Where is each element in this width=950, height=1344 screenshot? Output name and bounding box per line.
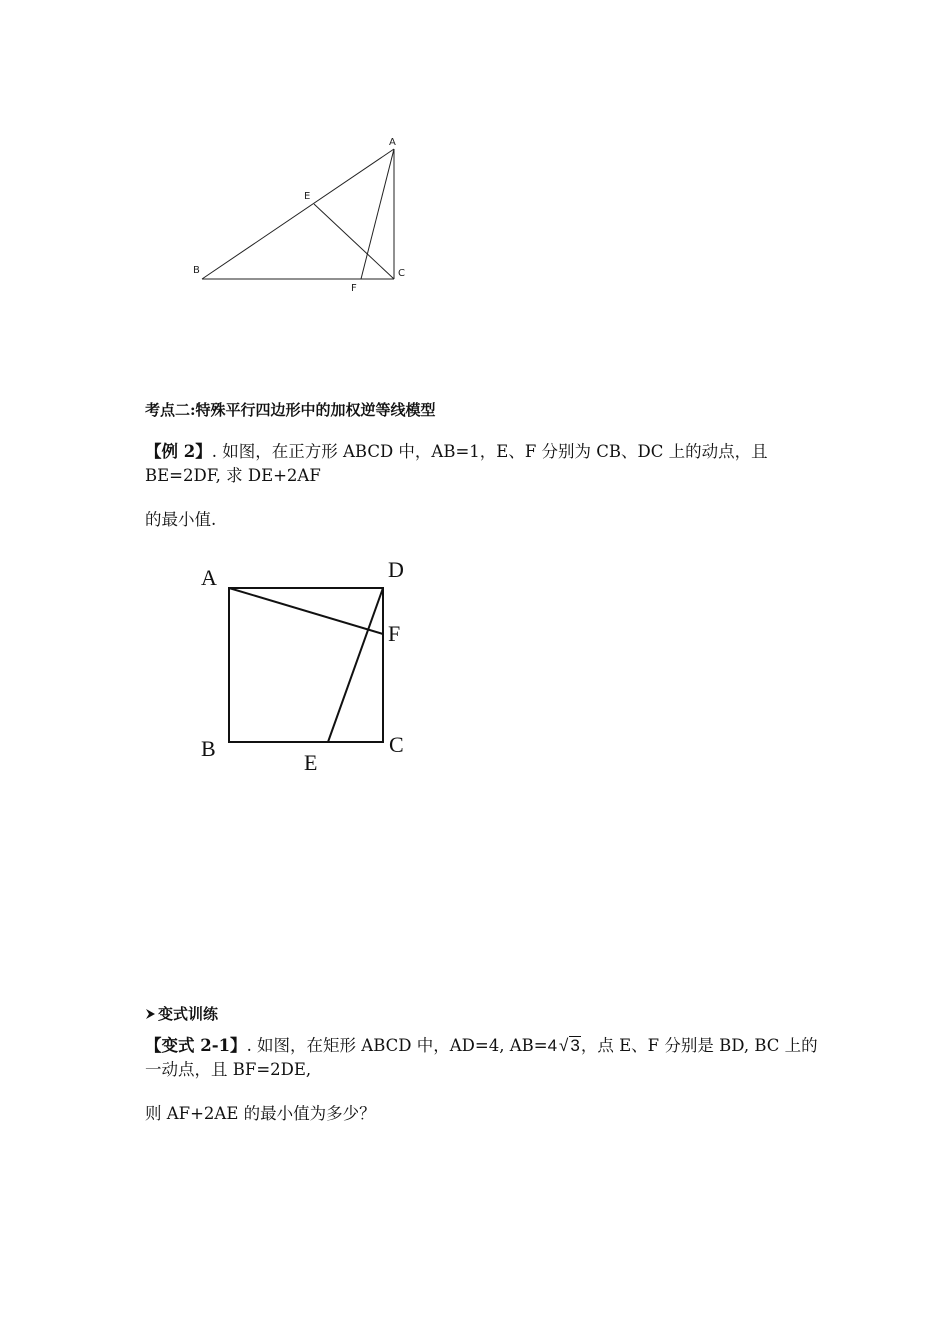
triangle-diagram — [180, 128, 420, 298]
variant-line-2: 一动点，且 BF=2DE, — [145, 1060, 312, 1079]
variant-text-1a: . 如图，在矩形 ABCD 中，AD=4, AB= — [246, 1036, 548, 1055]
segment-BA — [202, 149, 394, 279]
triangle-figure — [180, 128, 420, 298]
variant-line-3: 则 AF+2AE 的最小值为多少？ — [145, 1104, 376, 1123]
segment-AF — [229, 588, 383, 634]
point-label-a: A — [389, 137, 396, 148]
arrow-bullet-icon — [145, 1008, 156, 1020]
variant-heading — [145, 1002, 218, 1026]
example-2-line-3: 的最小值. — [145, 510, 217, 529]
example-2-line-1 — [145, 440, 768, 464]
point-label-f: F — [351, 283, 357, 294]
sqrt-expression — [548, 1036, 581, 1055]
point-label-a: A — [201, 565, 217, 590]
variant-line-1 — [145, 1034, 818, 1058]
point-label-b: B — [201, 736, 216, 761]
example-2-tag: 【例 2】 — [145, 442, 212, 461]
variant-heading-text: 变式训练 — [158, 1005, 219, 1023]
square-diagram — [188, 552, 428, 782]
example-2-line-2: BE=2DF, 求 DE+2AF — [145, 466, 321, 485]
point-label-d: D — [388, 557, 404, 582]
sqrt-radicand: 3 — [570, 1036, 580, 1055]
sqrt-coefficient: 4 — [547, 1036, 558, 1055]
point-label-e: E — [304, 750, 318, 775]
square-figure — [188, 552, 428, 782]
point-label-e: E — [304, 191, 311, 202]
point-label-b: B — [193, 265, 200, 276]
segment-EC — [314, 204, 394, 279]
variant-tag: 【变式 2-1】 — [145, 1036, 247, 1055]
sqrt-sign: √ — [559, 1036, 569, 1055]
variant-text-1b: ，点 E、F 分别是 BD, BC 上的 — [580, 1036, 818, 1055]
section-heading: 考点二:特殊平行四边形中的加权逆等线模型 — [145, 401, 436, 419]
point-label-f: F — [388, 621, 401, 646]
segment-DE — [328, 588, 383, 742]
example-2-text-1: . 如图，在正方形 ABCD 中，AB=1，E、F 分别为 CB、DC 上的动点，且 — [211, 442, 768, 461]
point-label-c: C — [389, 732, 404, 757]
point-label-c: C — [398, 268, 405, 279]
